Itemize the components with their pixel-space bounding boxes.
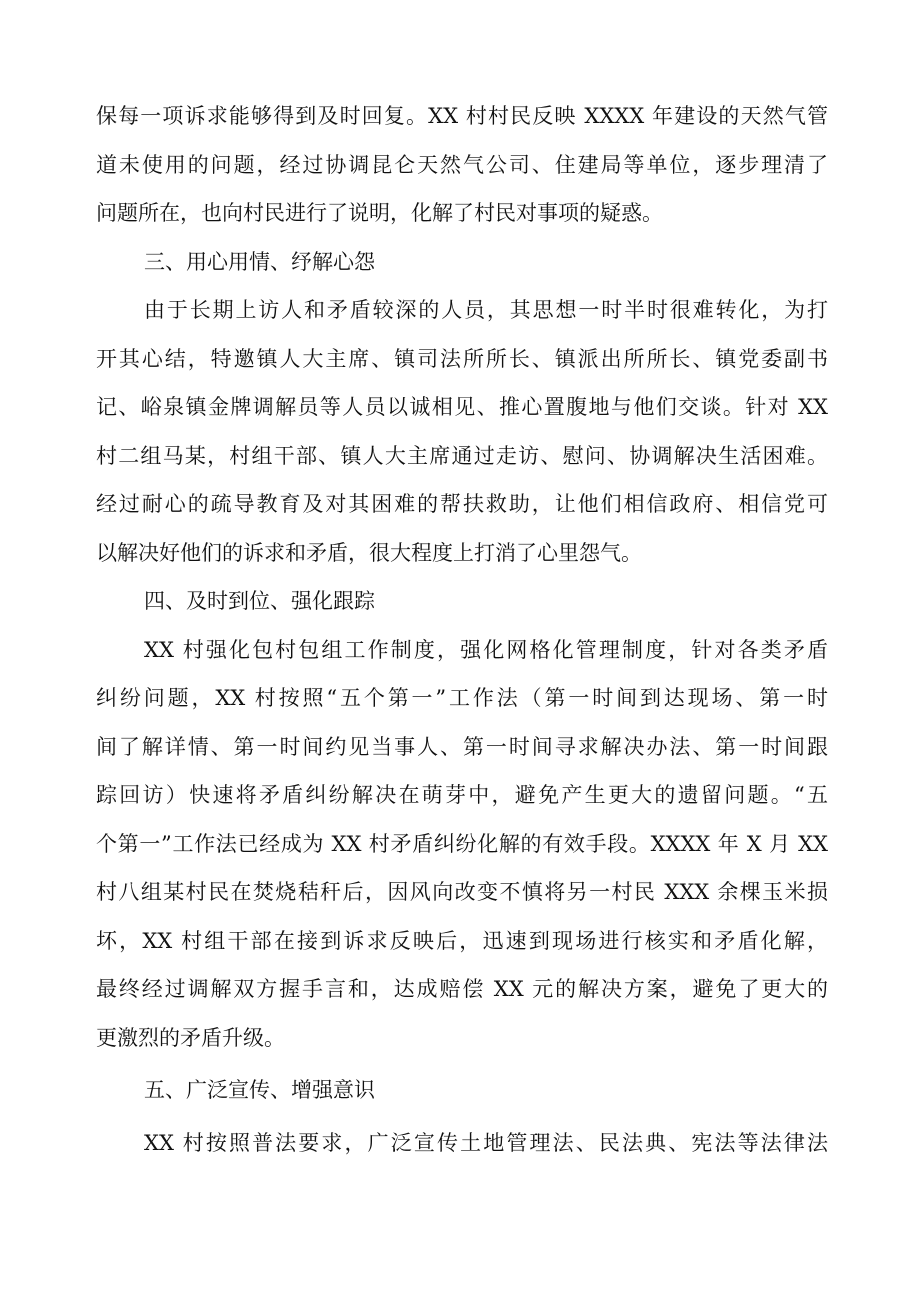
text-line: 以解决好他们的诉求和矛盾，很大程度上打消了心里怨气。	[96, 540, 642, 565]
text-line: 记、峪泉镇金牌调解员等人员以诚相见、推心置腹地与他们交谈。针对 XX	[96, 395, 828, 419]
text-line: XX 村按照普法要求，广泛宣传土地管理法、民法典、宪法等法律法	[144, 1130, 828, 1155]
text-line: 间了解详情、第一时间约见当事人、第一时间寻求解决办法、第一时间跟	[96, 734, 828, 759]
section-heading-3: 三、用心用情、纾解心怨	[144, 249, 375, 274]
paragraph-section-3	[96, 286, 828, 577]
text-line: 村二组马某，村组干部、镇人大主席通过走访、慰问、协调解决生活困难。	[96, 443, 828, 468]
text-line: 坏，XX 村组干部在接到诉求反映后，迅速到现场进行核实和矛盾化解，	[96, 928, 828, 953]
paragraph-continuation	[96, 92, 828, 238]
section-heading-5: 五、广泛宣传、增强意识	[144, 1078, 375, 1102]
text-line: 道未使用的问题，经过协调昆仑天然气公司、住建局等单位，逐步理清了	[96, 152, 828, 177]
text-line: 村八组某村民在焚烧秸秆后，因风向改变不慎将另一村民 XXX 余棵玉米损	[96, 880, 828, 904]
text-line: XX 村强化包村包组工作制度，强化网格化管理制度，针对各类矛盾	[144, 637, 828, 662]
paragraph-section-5	[96, 1119, 828, 1168]
text-line: 保每一项诉求能够得到及时回复。XX 村村民反映 XXXX 年建设的天然气管	[96, 104, 828, 128]
text-line: 纠纷问题，XX 村按照“五个第一”工作法（第一时间到达现场、第一时	[96, 686, 828, 710]
paragraph-section-4	[96, 626, 828, 1063]
section-heading-4: 四、及时到位、强化跟踪	[144, 589, 375, 613]
text-line: 更激烈的矛盾升级。	[96, 1025, 285, 1050]
text-line: 踪回访）快速将矛盾纠纷解决在萌芽中，避免产生更大的遗留问题。“五	[96, 783, 828, 807]
text-line: 最终经过调解双方握手言和，达成赔偿 XX 元的解决方案，避免了更大的	[96, 977, 828, 1001]
text-line: 经过耐心的疏导教育及对其困难的帮扶救助，让他们相信政府、相信党可	[96, 492, 828, 516]
text-line: 开其心结，特邀镇人大主席、镇司法所所长、镇派出所所长、镇党委副书	[96, 346, 828, 371]
text-line: 问题所在，也向村民进行了说明，化解了村民对事项的疑惑。	[96, 201, 663, 225]
text-line: 个第一”工作法已经成为 XX 村矛盾纠纷化解的有效手段。XXXX 年 X 月 XX	[96, 831, 828, 856]
document-page	[96, 92, 828, 1167]
text-line: 由于长期上访人和矛盾较深的人员，其思想一时半时很难转化，为打	[144, 298, 828, 322]
